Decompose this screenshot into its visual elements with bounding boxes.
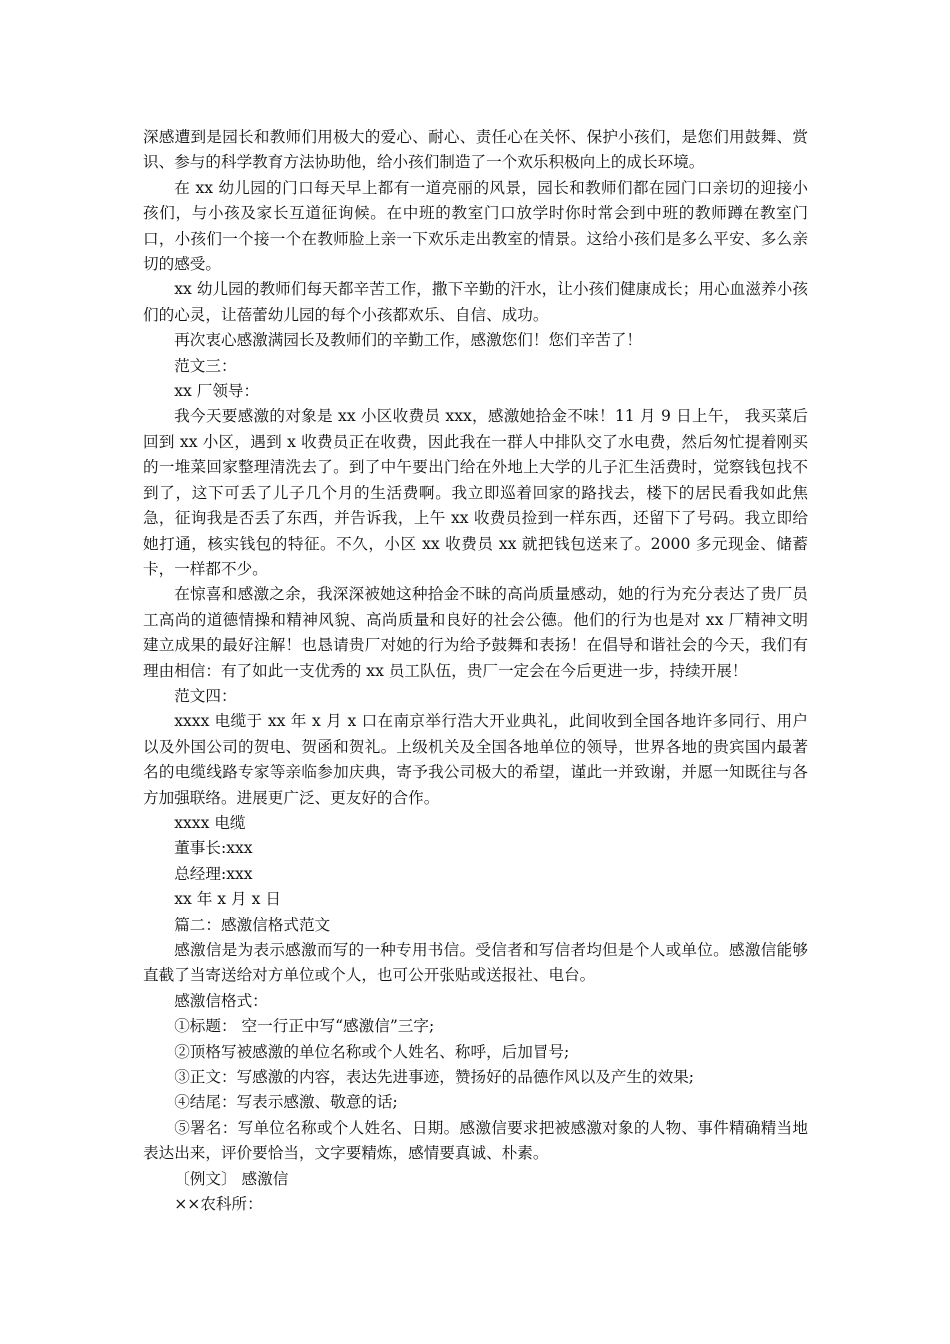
document-body — [143, 125, 808, 1217]
paragraph-continuation: 深感遭到是园长和教师们用极大的爱心、耐心、责任心在关怀、保护小孩们，是您们用鼓舞、赏识、参与的科学教育方法协助他，给小孩们制造了一个欢乐积极向上的成长环境。 — [143, 128, 808, 172]
example-heading: 〔例文〕 感激信 — [174, 1169, 289, 1188]
format-heading: 感激信格式： — [174, 991, 268, 1010]
paragraph: xx 幼儿园的教师们每天都辛苦工作，撒下辛勤的汗水，让小孩们健康成长；用心血滋养小孩们的心灵，让蓓蕾幼儿园的每个小孩都欢乐、自信、成功。 — [143, 280, 808, 324]
paragraph: 我今天要感激的对象是 xx 小区收费员 xxx，感激她拾金不味！11 月 9 日上午， 我买菜后回到 xx 小区，遇到 x 收费员正在收费，因此我在一群人中排队交了水电费，然后匆忙提着刚买的一堆菜回家整理清洗去了。到了中午要出门给在外地上大学的儿子汇生活费时，觉察钱包找不到了，这下可丢了儿子几个月的生活费啊。我立即巡着回家的路找去，楼下的居民看我如此焦急，征询我是否丢了东西，并告诉我，上午 xx 收费员捡到一样东西，还留下了号码。我立即给她打通，核实钱包的特征。不久，小区 xx 收费员 xx 就把钱包送来了。2000 多元现金、储蓄卡，一样都不少。 — [143, 407, 808, 578]
paragraph: xxxx 电缆于 xx 年 x 月 x 口在南京举行浩大开业典礼，此间收到全国各地许多同行、用户以及外国公司的贺电、贺函和贺礼。上级机关及全国各地单位的领导，世界各地的贵宾国内最著名的电缆线路专家等亲临参加庆典，寄予我公司极大的希望，谨此一并致谢，并愿一知既往与各方加强联络。进展更广泛、更友好的合作。 — [143, 712, 808, 807]
signature-manager: 总经理:xxx — [174, 864, 253, 883]
paragraph: 再次衷心感激满园长及教师们的辛勤工作，感激您们！您们辛苦了！ — [174, 331, 643, 350]
section-heading: 范文四： — [174, 686, 237, 705]
format-item: ⑤署名：写单位名称或个人姓名、日期。感激信要求把被感激对象的人物、事件精确精当地表达出来，评价要恰当，文字要精炼，感情要真诚、朴素。 — [143, 1118, 808, 1163]
paragraph: 感激信是为表示感激而写的一种专用书信。受信者和写信者均但是个人或单位。感激信能够直截了当寄送给对方单位或个人，也可公开张贴或送报社、电台。 — [143, 941, 808, 985]
section-heading: 范文三： — [174, 356, 237, 375]
format-item: ④结尾：写表示感激、敬意的话; — [174, 1093, 398, 1112]
letter-salutation: ××农科所： — [174, 1195, 263, 1214]
format-item: ③正文：写感激的内容，表达先进事迹，赞扬好的品德作风以及产生的效果; — [174, 1068, 695, 1087]
letter-salutation: xx 厂领导： — [174, 382, 260, 401]
paragraph: 在惊喜和感激之余，我深深被她这种拾金不昧的高尚质量感动，她的行为充分表达了贵厂员工高尚的道德情操和精神风貌、高尚质量和良好的社会公德。他们的行为也是对 xx 厂精神文明建立成果的最好注解！也恳请贵厂对她的行为给予鼓舞和表扬！在倡导和谐社会的今天，我们有理由相信：有了如此一支优秀的 xx 员工队伍，贵厂一定会在今后更进一步，持续开展！ — [143, 585, 808, 680]
signature-company: xxxx 电缆 — [174, 813, 246, 832]
section-heading: 篇二：感激信格式范文 — [174, 915, 331, 934]
format-item: ②顶格写被感激的单位名称或个人姓名、称呼，后加冒号; — [174, 1042, 570, 1061]
format-item: ①标题： 空一行正中写“感激信”三字; — [174, 1017, 435, 1036]
signature-chairman: 董事长:xxx — [174, 839, 253, 858]
signature-date: xx 年 x 月 x 日 — [174, 890, 281, 909]
paragraph: 在 xx 幼儿园的门口每天早上都有一道亮丽的风景，园长和教师们都在园门口亲切的迎接小孩们，与小孩及家长互道征询候。在中班的教室门口放学时你时常会到中班的教师蹲在教室门口，小孩们一个接一个在教师脸上亲一下欢乐走出教室的情景。这给小孩们是多么平安、多么亲切的感受。 — [143, 178, 808, 274]
